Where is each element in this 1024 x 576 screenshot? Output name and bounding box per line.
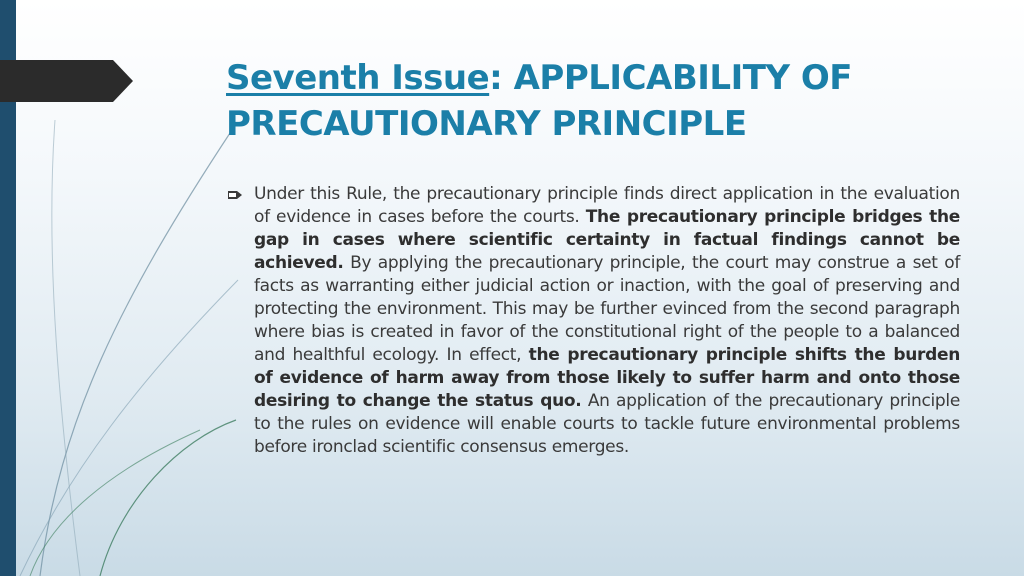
para-segment: Under this Rule, the precautionary principle finds direct application in the evaluation of evidence in cases before the courts.	[254, 184, 960, 227]
para-segment-bold: The precautionary principle bridges the gap in cases where scientific certainty in factual findings cannot be achieved.	[254, 207, 960, 273]
slide-title	[226, 55, 986, 147]
bullet-paragraph	[254, 183, 960, 459]
title-main-text: APPLICABILITY OF PRECAUTIONARY PRINCIPLE	[226, 58, 853, 144]
title-issue-label: Seventh Issue	[226, 58, 490, 98]
title-arrow-tab	[0, 60, 133, 102]
title-separator: :	[489, 58, 514, 98]
pencil-bullet-icon	[228, 189, 242, 201]
para-segment: An application of the precautionary principle to the rules on evidence will enable courts to tackle future environmental problems before ironclad scientific consensus emerges.	[254, 391, 960, 457]
para-segment: By applying the precautionary principle, the court may construe a set of facts as warranting either judicial action or inaction, with the goal of preserving and protecting the environment. This may be further evinced from the second paragraph where bias is created in favor of the constitutional right of the people to a balanced and healthful ecology. In effect,	[254, 253, 960, 365]
bullet-content	[228, 183, 960, 459]
para-segment-bold: the precautionary principle shifts the burden of evidence of harm away from those likely to suffer harm and onto those desiring to change the status quo.	[254, 345, 960, 411]
